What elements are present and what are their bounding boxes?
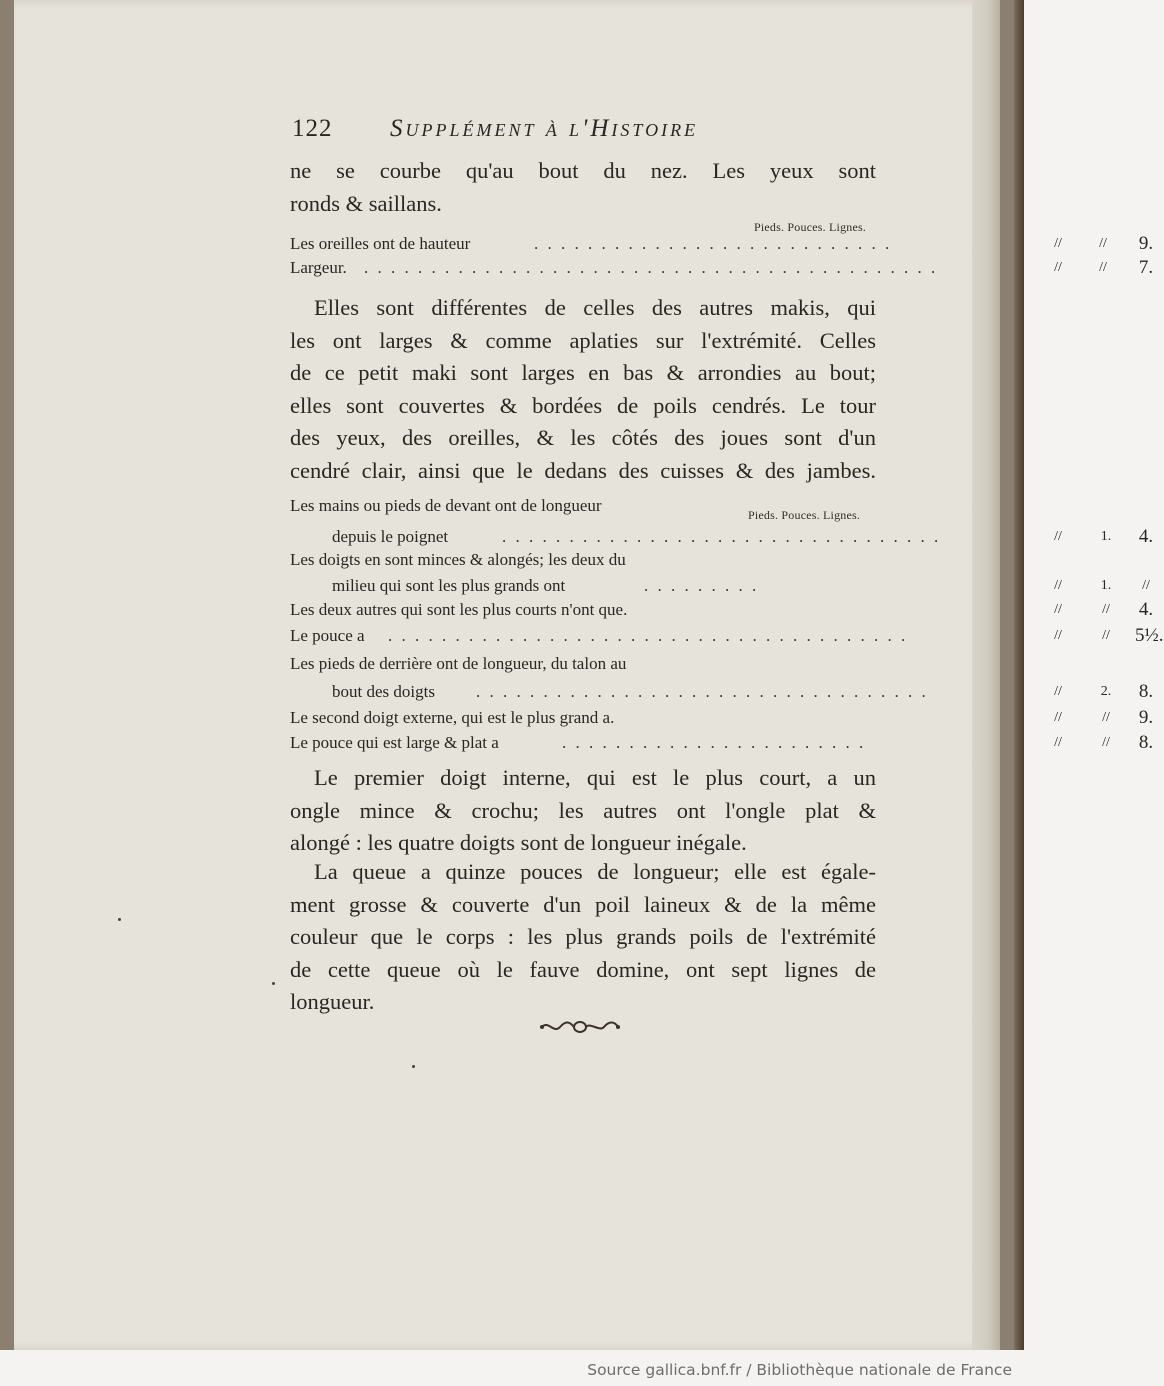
cell-pieds: //: [1054, 260, 1062, 275]
row-label: Le second doigt externe, qui est le plus grand a.: [290, 708, 615, 727]
table-row: [290, 680, 1154, 704]
intro-paragraph: [290, 155, 876, 220]
text-line: elles sont couvertes & bordées de poils cendrés. Le tour: [290, 392, 876, 418]
cell-pieds: //: [1054, 529, 1062, 544]
cell-lignes: 9.: [1138, 707, 1154, 728]
row-label: Les deux autres qui sont les plus courts n'ont que.: [290, 600, 628, 619]
cell-pieds: //: [1054, 236, 1062, 251]
cell-pieds: //: [1054, 684, 1062, 699]
page-header: [292, 115, 892, 147]
cell-pouces: 2.: [1100, 684, 1112, 699]
leader-dots: . . . . . . . . . . . . . . . . . . . . . . .: [562, 733, 866, 752]
table-row: [290, 548, 880, 572]
row-label: depuis le poignet: [332, 527, 449, 546]
cell-pouces: //: [1102, 735, 1110, 750]
cell-pouces: //: [1102, 602, 1110, 617]
cell-pieds: //: [1054, 578, 1062, 593]
leader-dots: . . . . . . . . . . . . . . . . . . . . . . . . . . . . . . . . . . . . . . .: [388, 626, 908, 645]
row-label: milieu qui sont les plus grands ont: [332, 576, 566, 595]
cell-pieds: //: [1054, 628, 1062, 643]
cell-pieds: //: [1054, 602, 1062, 617]
cell-lignes: 4.: [1138, 599, 1154, 620]
leader-dots: . . . . . . . . . . . . . . . . . . . . . . . . . . .: [534, 234, 892, 253]
column-header: Lignes.: [829, 220, 867, 234]
paragraph-tail: [290, 856, 876, 1019]
table-row: [290, 731, 1154, 755]
text-line: ronds & saillans.: [290, 190, 442, 216]
cell-pieds: //: [1054, 735, 1062, 750]
text-line: des yeux, des oreilles, & les côtés des joues sont d'un: [290, 425, 876, 450]
text-line: alongé : les quatre doigts sont de longueur inégale.: [290, 830, 747, 855]
row-label: Les pieds de derrière ont de longueur, du talon au: [290, 654, 627, 673]
column-header: Pouces.: [787, 220, 826, 234]
row-label: Le pouce qui est large & plat a: [290, 733, 499, 752]
paragraph-ears: [290, 292, 876, 487]
column-header: Pouces.: [781, 508, 820, 522]
table-row: [290, 494, 880, 518]
text-line: Elles sont différentes de celles des autres makis, qui: [314, 295, 876, 320]
cell-pouces: 1.: [1100, 529, 1112, 544]
table-row: [290, 706, 1154, 730]
table-row: [290, 232, 1154, 256]
page-number: 122: [292, 115, 333, 142]
cell-lignes: 8.: [1138, 732, 1154, 753]
table-row: [290, 598, 1154, 622]
leader-dots: . . . . . . . . .: [644, 576, 759, 595]
text-line: ne se courbe qu'au bout du nez. Les yeux sont: [290, 158, 876, 183]
text-line: couleur que le corps : les plus grands poils de l'extrémité: [290, 924, 876, 949]
paper-speck: [272, 982, 275, 985]
text-line: les ont larges & comme aplaties sur l'extrémité. Celles: [290, 327, 876, 353]
text-line: de ce petit maki sont larges en bas & arrondies au bout;: [290, 360, 876, 385]
cell-pouces: //: [1102, 710, 1110, 725]
book-spine: [1014, 0, 1024, 1350]
text-line: La queue a quinze pouces de longueur; elle est égale-: [314, 859, 876, 884]
table-row: [290, 256, 1154, 280]
cell-lignes: 7.: [1138, 257, 1154, 278]
column-header: Lignes.: [823, 508, 861, 522]
cell-pouces: 1.: [1100, 578, 1112, 593]
page-edge: [972, 0, 1000, 1350]
table-row: [290, 652, 880, 676]
paper-speck: [412, 1065, 415, 1068]
cell-lignes: //: [1142, 578, 1150, 593]
text-line: ongle mince & crochu; les autres ont l'ongle plat &: [290, 797, 876, 823]
table-row: [290, 624, 1164, 648]
cell-lignes: 8.: [1138, 681, 1154, 702]
row-label: Largeur.: [290, 258, 347, 277]
row-label: Le pouce a: [290, 626, 365, 645]
column-header: Pieds.: [748, 508, 779, 522]
running-title: Supplément à l'Histoire: [390, 115, 699, 142]
cell-pouces: //: [1099, 260, 1107, 275]
text-line: de cette queue où le fauve domine, ont sept lignes de: [290, 956, 876, 982]
row-label: Les oreilles ont de hauteur: [290, 234, 471, 253]
text-line: longueur.: [290, 989, 375, 1014]
text-line: cendré clair, ainsi que le dedans des cuisses & des jambes.: [290, 457, 876, 483]
cell-pouces: //: [1102, 628, 1110, 643]
paper-speck: [118, 918, 121, 921]
cell-pieds: //: [1054, 710, 1062, 725]
cell-lignes: 5½.: [1135, 625, 1164, 646]
column-header: Pieds.: [754, 220, 785, 234]
leader-dots: . . . . . . . . . . . . . . . . . . . . . . . . . . . . . . . . . . . . . . . . . . .: [364, 258, 938, 277]
leader-dots: . . . . . . . . . . . . . . . . . . . . . . . . . . . . . . . . .: [502, 527, 941, 546]
leader-dots: . . . . . . . . . . . . . . . . . . . . . . . . . . . . . . . . . .: [476, 682, 929, 701]
cell-lignes: 9.: [1138, 233, 1154, 254]
fleuron-ornament-icon: [538, 1018, 622, 1036]
table-row: [290, 525, 1154, 549]
cell-pouces: //: [1099, 236, 1107, 251]
paragraph-toes: [290, 762, 876, 860]
row-label: Les doigts en sont minces & alongés; les deux du: [290, 550, 626, 569]
row-label: bout des doigts: [332, 682, 435, 701]
row-label: Les mains ou pieds de devant ont de longueur: [290, 496, 602, 515]
table-row: [290, 574, 1150, 598]
cell-lignes: 4.: [1138, 526, 1154, 547]
source-credit: Source gallica.bnf.fr / Bibliothèque nationale de France: [587, 1361, 1012, 1379]
text-line: Le premier doigt interne, qui est le plus court, a un: [314, 765, 876, 790]
text-line: ment grosse & couverte d'un poil laineux & de la même: [290, 891, 876, 917]
